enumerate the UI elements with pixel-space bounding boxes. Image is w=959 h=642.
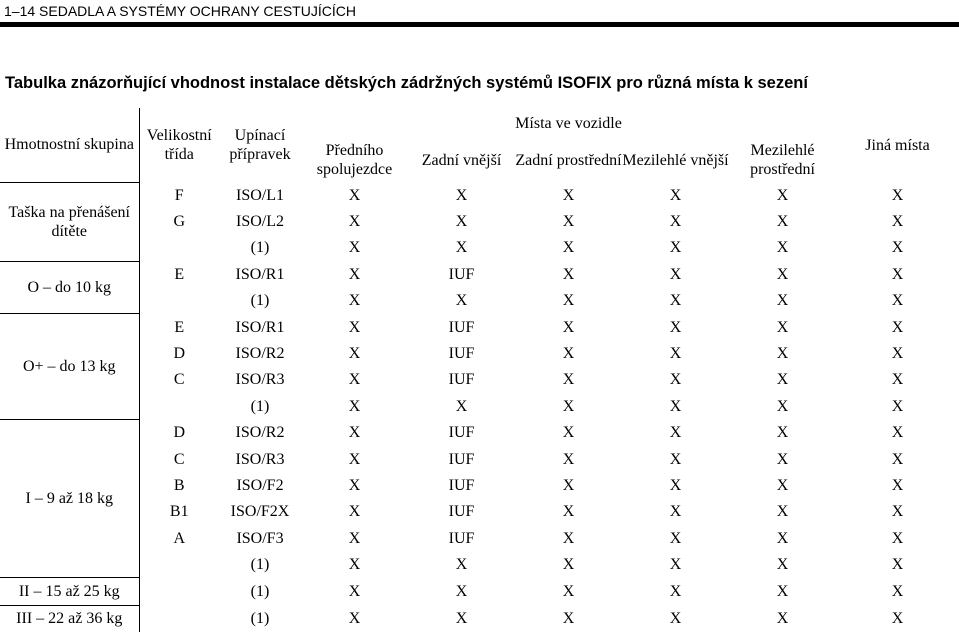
size-class-cell: C [173,371,185,389]
fixture-cell: ISO/R2 [235,345,285,363]
suitability-cell: X [891,610,904,628]
suitability-cell: X [455,186,468,204]
suitability-cell: X [562,345,575,363]
fixture-cell: ISO/R3 [235,450,285,468]
size-class-cell [139,578,219,605]
header-position-middle-outer: Mezilehlé vnější [622,151,729,169]
suitability-cell: IUF [448,450,475,468]
suitability-cell: X [348,345,361,363]
weight-group-cell: II – 15 až 25 kg [0,578,139,605]
fixture-cell: ISO/R1 [235,318,285,336]
table-row [0,551,959,577]
suitability-cell: X [776,424,789,442]
suitability-cell: IUF [448,345,475,363]
table-row [0,578,959,605]
suitability-cell: X [776,292,789,310]
header-position-other: Jiná místa [865,136,930,154]
table-row [0,499,959,525]
fixture-cell: (1) [250,292,270,310]
suitability-cell: X [562,503,575,521]
fixture-cell: (1) [250,239,270,257]
fixture-cell: ISO/R1 [235,265,285,283]
size-class-cell: E [174,265,185,283]
suitability-cell: IUF [448,503,475,521]
table-row [0,288,959,314]
suitability-cell: X [562,556,575,574]
suitability-cell: IUF [448,476,475,494]
suitability-cell: IUF [448,424,475,442]
table-row [0,472,959,498]
header-rule [0,22,959,27]
suitability-cell: X [776,556,789,574]
table-row [0,420,959,446]
weight-group-cell: III – 22 až 36 kg [0,605,139,632]
isofix-table [0,108,959,632]
suitability-cell: X [891,186,904,204]
suitability-cell: X [669,450,682,468]
suitability-cell: X [891,345,904,363]
size-class-cell [139,393,219,419]
suitability-cell: X [348,424,361,442]
suitability-cell: X [562,239,575,257]
suitability-cell: X [348,610,361,628]
suitability-cell: X [776,450,789,468]
header-fixture: Upínací přípravek [229,127,291,163]
suitability-cell: X [348,397,361,415]
suitability-cell: X [669,318,682,336]
header-position-middle-center: Mezilehlé prostřední [750,142,815,178]
suitability-cell: X [455,610,468,628]
suitability-cell: X [776,397,789,415]
suitability-cell: X [455,397,468,415]
suitability-cell: X [669,529,682,547]
fixture-cell: (1) [250,556,270,574]
fixture-cell: ISO/R2 [235,424,285,442]
suitability-cell: X [562,610,575,628]
suitability-cell: X [669,503,682,521]
suitability-cell: X [562,292,575,310]
suitability-cell: X [348,318,361,336]
size-class-cell: B [173,476,185,494]
suitability-cell: X [891,213,904,231]
table-row [0,182,959,208]
suitability-cell: X [669,292,682,310]
suitability-cell: X [669,397,682,415]
suitability-cell: X [562,450,575,468]
fixture-cell: (1) [250,583,270,601]
size-class-cell: G [173,213,186,231]
suitability-cell: X [891,265,904,283]
suitability-cell: X [455,583,468,601]
suitability-cell: X [776,503,789,521]
fixture-cell: ISO/F2X [230,503,290,521]
suitability-cell: X [348,265,361,283]
suitability-cell: X [669,610,682,628]
fixture-cell: ISO/F2 [236,476,284,494]
suitability-cell: X [891,239,904,257]
suitability-cell: X [348,239,361,257]
suitability-cell: X [348,476,361,494]
table-row [0,446,959,472]
suitability-cell: X [891,292,904,310]
suitability-cell: X [348,371,361,389]
suitability-cell: X [891,476,904,494]
weight-group-cell: O+ – do 13 kg [0,314,139,420]
size-class-cell: D [173,345,186,363]
fixture-cell: ISO/L2 [236,213,284,231]
header-weight-group: Hmotnostní skupina [0,108,139,182]
suitability-cell: X [562,583,575,601]
suitability-cell: X [348,583,361,601]
weight-group-cell: O – do 10 kg [0,261,139,314]
suitability-cell: IUF [448,318,475,336]
size-class-cell: A [173,529,186,547]
suitability-cell: X [669,239,682,257]
size-class-cell: F [174,186,184,204]
suitability-cell: X [348,450,361,468]
table-row [0,261,959,287]
suitability-cell: X [891,556,904,574]
suitability-cell: X [669,476,682,494]
suitability-cell: X [776,583,789,601]
table-row [0,235,959,261]
suitability-cell: X [455,556,468,574]
fixture-cell: ISO/F3 [236,529,284,547]
suitability-cell: IUF [448,371,475,389]
suitability-cell: X [776,265,789,283]
page-header [0,0,959,36]
suitability-cell: X [562,397,575,415]
header-position-front-passenger: Předního spolujezdce [316,142,393,178]
suitability-cell: X [562,529,575,547]
suitability-cell: X [669,186,682,204]
suitability-cell: X [891,503,904,521]
suitability-cell: X [891,583,904,601]
fixture-cell: (1) [250,397,270,415]
header-position-rear-center: Zadní prostřední [515,151,622,169]
header-positions-group: Místa ve vozidle [515,114,622,132]
weight-group-cell: I – 9 až 18 kg [0,420,139,578]
suitability-cell: X [669,265,682,283]
suitability-cell: X [776,213,789,231]
suitability-cell: IUF [448,529,475,547]
suitability-cell: X [562,371,575,389]
suitability-cell: X [669,371,682,389]
suitability-cell: X [891,371,904,389]
suitability-cell: X [891,450,904,468]
suitability-cell: X [455,239,468,257]
suitability-cell: X [348,292,361,310]
size-class-cell: C [173,450,185,468]
suitability-cell: X [348,503,361,521]
table-row [0,208,959,234]
header-size-class: Velikostní třída [146,127,212,163]
size-class-cell [139,235,219,261]
section-heading: 1–14 SEDADLA A SYSTÉMY OCHRANY CESTUJÍCÍCH [4,3,356,19]
size-class-cell [139,551,219,577]
suitability-cell: X [776,529,789,547]
size-class-cell [139,288,219,314]
suitability-cell: X [562,318,575,336]
suitability-cell: X [455,292,468,310]
table-row [0,340,959,366]
suitability-cell: X [669,556,682,574]
suitability-cell: X [891,424,904,442]
suitability-cell: X [669,583,682,601]
table-row [0,314,959,340]
table-caption: Tabulka znázorňující vhodnost instalace dětských zádržných systémů ISOFIX pro různá místa k sezení [5,74,808,92]
size-class-cell: E [174,318,185,336]
suitability-cell: X [776,371,789,389]
suitability-cell: X [669,424,682,442]
header-row-top [0,108,959,138]
table-row [0,393,959,419]
table-row [0,525,959,551]
suitability-cell: X [776,610,789,628]
weight-group-cell: Taška na přenášení dítěte [0,182,139,261]
suitability-cell: X [891,397,904,415]
suitability-cell: X [348,529,361,547]
suitability-cell: X [776,476,789,494]
suitability-cell: X [348,186,361,204]
suitability-cell: X [562,186,575,204]
suitability-cell: X [776,186,789,204]
fixture-cell: (1) [250,610,270,628]
suitability-cell: X [348,556,361,574]
suitability-cell: X [562,476,575,494]
size-class-cell [139,605,219,632]
table-body [0,182,959,632]
suitability-cell: X [348,213,361,231]
header-position-rear-outer: Zadní vnější [421,151,502,169]
suitability-cell: IUF [448,265,475,283]
size-class-cell: D [173,424,186,442]
size-class-cell: B1 [169,503,189,521]
suitability-cell: X [669,345,682,363]
suitability-cell: X [891,529,904,547]
table-row [0,367,959,393]
fixture-cell: ISO/L1 [236,186,284,204]
table-row [0,605,959,632]
suitability-cell: X [562,424,575,442]
suitability-cell: X [562,265,575,283]
fixture-cell: ISO/R3 [235,371,285,389]
suitability-cell: X [455,213,468,231]
suitability-cell: X [562,213,575,231]
suitability-cell: X [776,345,789,363]
suitability-cell: X [776,318,789,336]
suitability-cell: X [669,213,682,231]
suitability-cell: X [776,239,789,257]
suitability-cell: X [891,318,904,336]
